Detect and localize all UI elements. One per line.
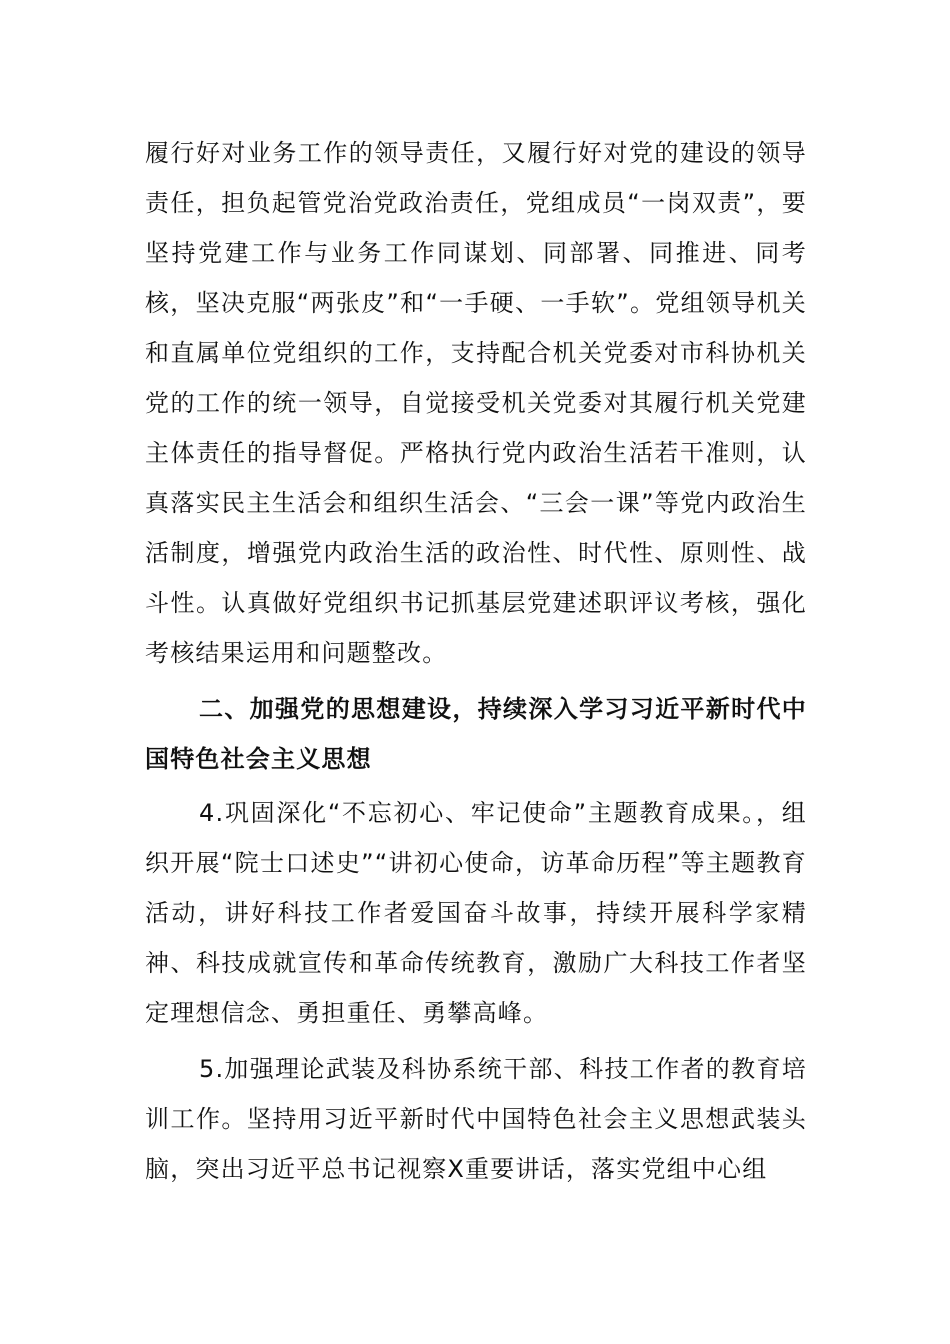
document-body (145, 128, 807, 1194)
section-heading-ideological-building: 二、加强党的思想建设，持续深入学习习近平新时代中国特色社会主义思想 (145, 695, 807, 773)
paragraph-item-4: 4.巩固深化“不忘初心、牢记使命”主题教育成果。，组织开展“院士口述史”“讲初心使命，访革命历程”等主题教育活动，讲好科技工作者爱国奋斗故事，持续开展科学家精神、科技成就宣传和革命传统教育，激励广大科技工作者坚定理想信念、勇担重任、勇攀高峰。 (145, 799, 807, 1027)
paragraph-party-responsibility: 履行好对业务工作的领导责任，又履行好对党的建设的领导责任，担负起管党治党政治责任，党组成员“一岗双责”，要坚持党建工作与业务工作同谋划、同部署、同推进、同考核，坚决克服“两张皮”和“一手硬、一手软”。党组领导机关和直属单位党组织的工作，支持配合机关党委对市科协机关党的工作的统一领导，自觉接受机关党委对其履行机关党建主体责任的指导督促。严格执行党内政治生活若干准则，认真落实民主生活会和组织生活会、“三会一课”等党内政治生活制度，增强党内政治生活的政治性、时代性、原则性、战斗性。认真做好党组织书记抓基层党建述职评议考核，强化考核结果运用和问题整改。 (145, 139, 807, 667)
paragraph-item-5: 5.加强理论武装及科协系统干部、科技工作者的教育培训工作。坚持用习近平新时代中国特色社会主义思想武装头脑，突出习近平总书记视察X重要讲话，落实党组中心组 (145, 1055, 807, 1183)
